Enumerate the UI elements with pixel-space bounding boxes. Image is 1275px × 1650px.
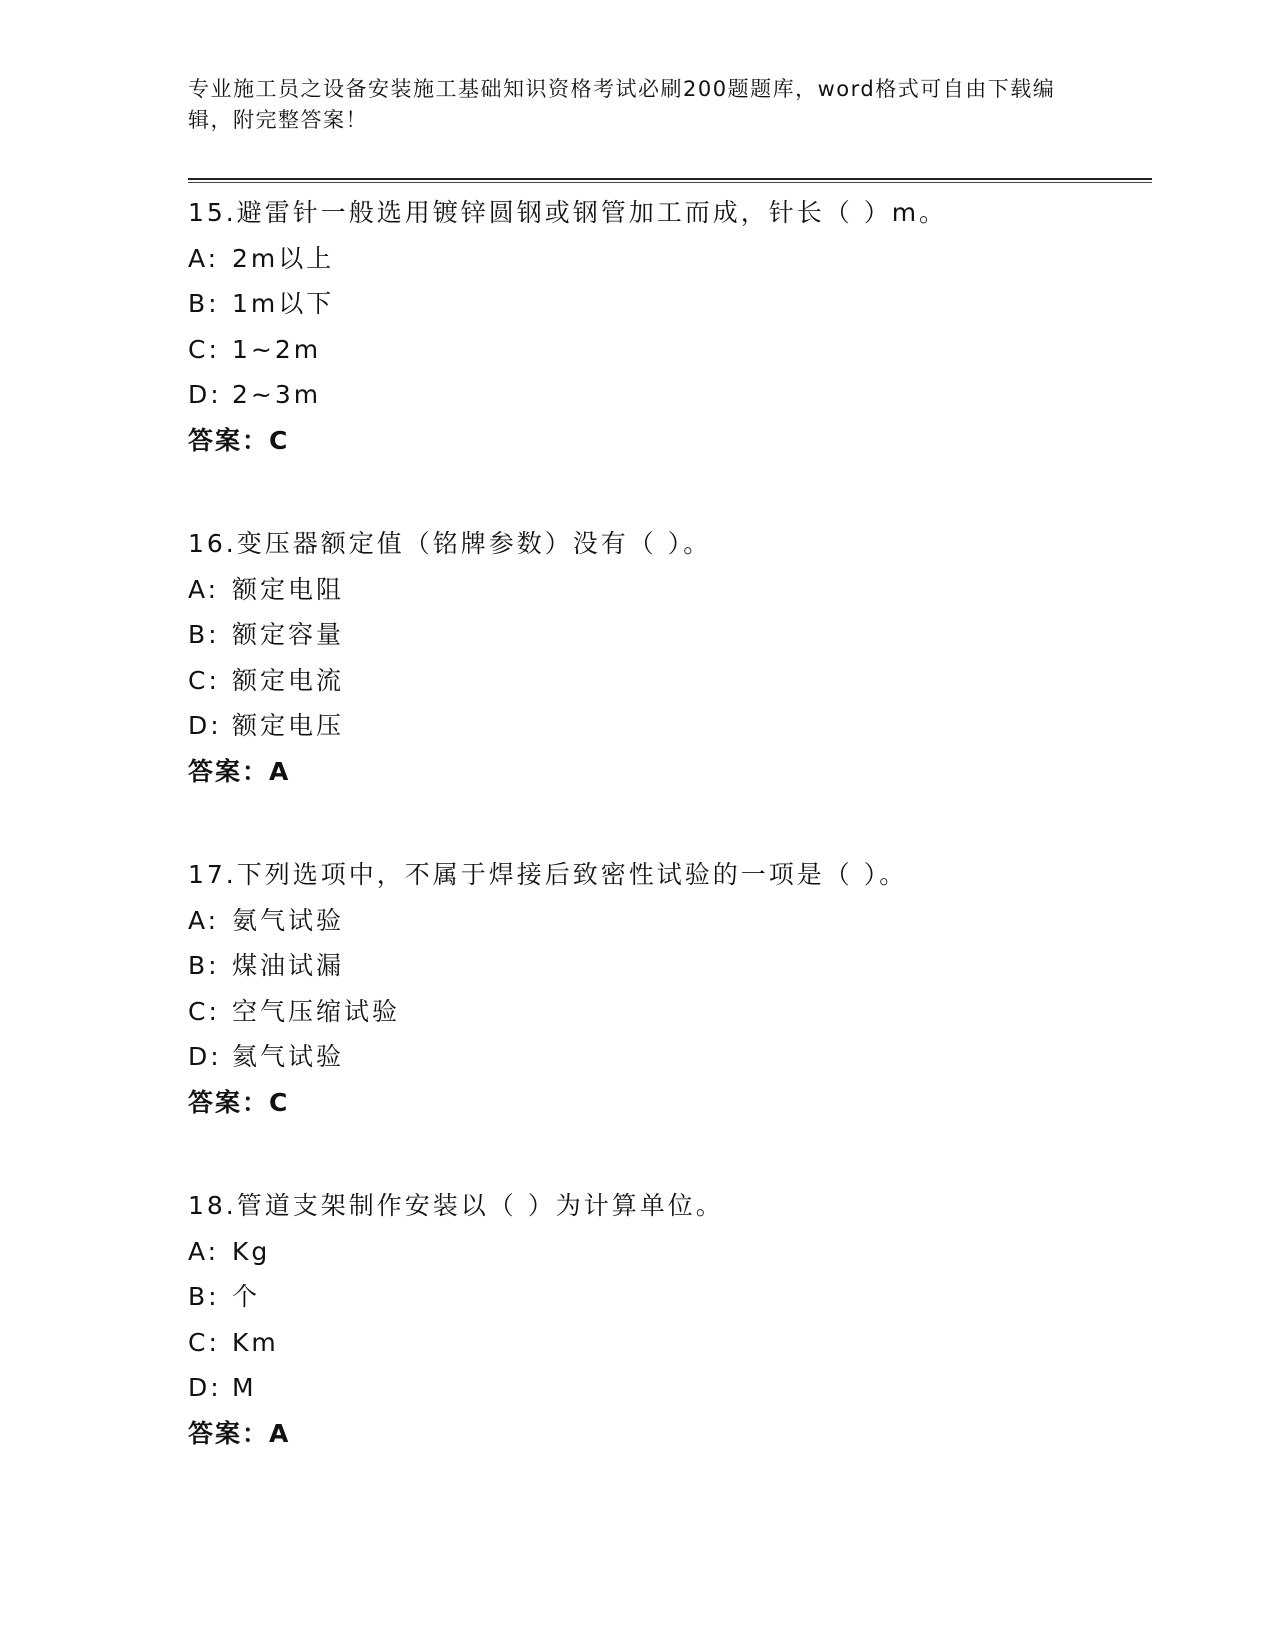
option-text: 1~2m	[232, 334, 322, 364]
option-letter: B:	[188, 951, 220, 980]
option-a	[188, 898, 1152, 944]
option-text: 个	[232, 1282, 261, 1311]
question-16	[188, 521, 1152, 794]
option-letter: A:	[188, 1236, 220, 1266]
option-d	[188, 703, 1152, 749]
option-text: 煤油试漏	[232, 951, 345, 980]
option-text: 空气压缩试验	[232, 996, 401, 1026]
question-17	[188, 852, 1152, 1125]
option-letter: D:	[188, 1373, 222, 1402]
option-text: Km	[232, 1327, 279, 1357]
option-text: 额定电流	[232, 665, 345, 695]
option-letter: C:	[188, 996, 220, 1026]
option-text: M	[232, 1373, 257, 1402]
option-c	[188, 658, 1152, 704]
option-b	[188, 612, 1152, 658]
option-letter: C:	[188, 334, 220, 364]
option-text: 2m以上	[232, 243, 335, 273]
option-letter: C:	[188, 1327, 220, 1357]
header-divider-thick	[188, 178, 1152, 180]
option-text: 2~3m	[232, 380, 322, 409]
question-stem: 16.变压器额定值（铭牌参数）没有（ ）。	[188, 529, 712, 558]
option-letter: D:	[188, 711, 222, 740]
option-text: 1m以下	[232, 289, 335, 318]
option-c	[188, 327, 1152, 373]
option-c	[188, 1320, 1152, 1366]
option-b	[188, 943, 1152, 989]
header-divider-thin	[188, 182, 1152, 183]
option-text: 氨气试验	[232, 905, 345, 935]
option-a	[188, 1229, 1152, 1275]
option-d	[188, 372, 1152, 418]
answer-line: 答案：A	[188, 1418, 291, 1448]
option-letter: D:	[188, 1042, 222, 1071]
option-text: 额定电压	[232, 711, 345, 740]
option-letter: B:	[188, 289, 220, 318]
option-text: 额定电阻	[232, 574, 345, 604]
option-a	[188, 236, 1152, 282]
answer-line: 答案：A	[188, 756, 291, 786]
question-18	[188, 1183, 1152, 1456]
option-c	[188, 989, 1152, 1035]
option-text: 氦气试验	[232, 1042, 345, 1071]
option-d	[188, 1365, 1152, 1411]
option-b	[188, 1274, 1152, 1320]
option-letter: C:	[188, 665, 220, 695]
option-letter: D:	[188, 380, 222, 409]
option-text: Kg	[232, 1236, 271, 1266]
option-text: 额定容量	[232, 620, 345, 649]
option-letter: A:	[188, 905, 220, 935]
question-stem: 15.避雷针一般选用镀锌圆钢或钢管加工而成，针长（ ）m。	[188, 198, 948, 227]
answer-line: 答案：C	[188, 425, 290, 455]
question-stem: 17.下列选项中，不属于焊接后致密性试验的一项是（ ）。	[188, 860, 908, 889]
document-header: 专业施工员之设备安装施工基础知识资格考试必刷200题题库，word格式可自由下载编辑，附完整答案！	[188, 77, 1056, 132]
question-15	[188, 190, 1152, 463]
option-letter: A:	[188, 574, 220, 604]
option-letter: B:	[188, 1282, 220, 1311]
answer-line: 答案：C	[188, 1087, 290, 1117]
option-b	[188, 281, 1152, 327]
question-list	[188, 190, 1152, 1514]
option-d	[188, 1034, 1152, 1080]
option-letter: A:	[188, 243, 220, 273]
option-letter: B:	[188, 620, 220, 649]
option-a	[188, 567, 1152, 613]
question-stem: 18.管道支架制作安装以（ ）为计算单位。	[188, 1191, 724, 1220]
